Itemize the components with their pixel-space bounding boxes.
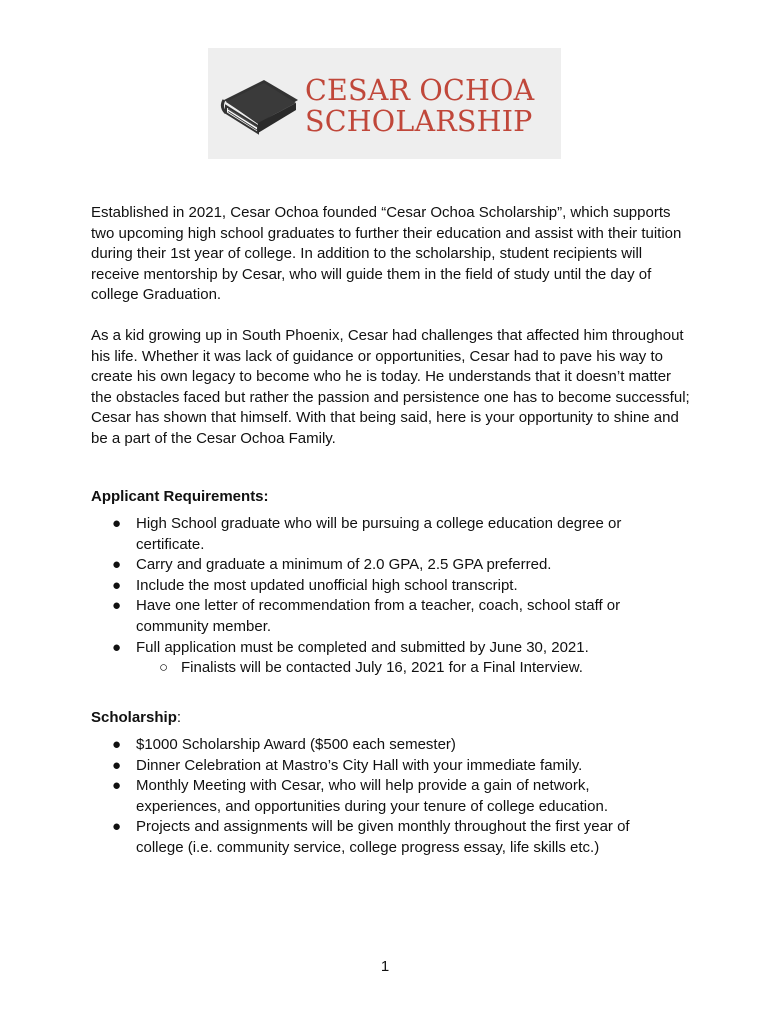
bullet-icon: ●: [112, 756, 122, 774]
scholarship-list: [91, 735, 651, 859]
list-item-text: Monthly Meeting with Cesar, who will help provide a gain of network, experiences, and opportunities during your tenure of college education.: [136, 777, 608, 815]
scholarship-heading-colon: :: [176, 709, 182, 726]
list-item-text: Full application must be completed and submitted by June 30, 2021.: [136, 638, 589, 656]
list-item-text: High School graduate who will be pursuing a college education degree or certificate.: [136, 515, 622, 553]
list-item: [91, 776, 651, 817]
list-item: [91, 555, 651, 576]
scholarship-logo: [208, 48, 561, 159]
intro-paragraph-2: As a kid growing up in South Phoenix, Cesar had challenges that affected him throughout his life. Whether it was lack of guidance or opportunities, Cesar had to pave his way to create his own legacy to become who he is today. He understands that it doesn’t matter the obstacles faced but rather the passion and persistence one has to become successful; Cesar has shown that himself. With that being said, here is your opportunity to shine and be a part of the Cesar Ochoa Family.: [91, 327, 690, 447]
circle-bullet-icon: ○: [159, 659, 169, 677]
list-item-text: Have one letter of recommendation from a teacher, coach, school staff or community member.: [136, 597, 621, 635]
logo-text: [305, 75, 534, 137]
bullet-icon: ●: [112, 638, 122, 656]
requirements-list: [91, 514, 651, 679]
bullet-icon: ●: [112, 597, 122, 615]
sub-list-item: [136, 658, 651, 679]
list-item: [91, 735, 651, 756]
scholarship-heading-text: Scholarship: [91, 709, 177, 726]
list-item: [91, 817, 651, 858]
intro-paragraph-1: Established in 2021, Cesar Ochoa founded “Cesar Ochoa Scholarship”, which supports two upcoming high school graduates to further their education and assist with their tuition during their 1st year of college. In addition to the scholarship, student recipients will receive mentorship by Cesar, who will guide them in the field of study until the day of college Graduation.: [91, 204, 682, 304]
sub-list: [136, 658, 651, 679]
list-item-text: Include the most updated unofficial high school transcript.: [136, 576, 518, 594]
list-item: [91, 596, 651, 637]
list-item-text: Carry and graduate a minimum of 2.0 GPA, 2.5 GPA preferred.: [136, 556, 552, 574]
list-item-text: Projects and assignments will be given monthly throughout the first year of college (i.e. community service, college progress essay, life skills etc.): [136, 818, 630, 856]
bullet-icon: ●: [112, 777, 122, 795]
page-number: 1: [380, 958, 390, 975]
scholarship-heading: [91, 708, 181, 728]
list-item: [91, 514, 651, 555]
requirements-heading: Applicant Requirements:: [91, 488, 269, 505]
list-item-text: $1000 Scholarship Award ($500 each semester): [136, 736, 456, 753]
bullet-icon: ●: [112, 515, 122, 532]
list-item-text: Dinner Celebration at Mastro’s City Hall with your immediate family.: [136, 756, 583, 774]
list-item: [91, 756, 651, 777]
list-item: [91, 638, 651, 679]
bullet-icon: ●: [112, 556, 122, 574]
logo-line-1: CESAR OCHOA: [305, 74, 535, 107]
list-item: [91, 576, 651, 597]
sub-list-item-text: Finalists will be contacted July 16, 2021 for a Final Interview.: [181, 659, 583, 677]
book-icon: [220, 76, 300, 138]
bullet-icon: ●: [112, 576, 122, 594]
bullet-icon: ●: [112, 736, 122, 753]
bullet-icon: ●: [112, 818, 122, 836]
logo-line-2: SCHOLARSHIP: [305, 105, 533, 138]
